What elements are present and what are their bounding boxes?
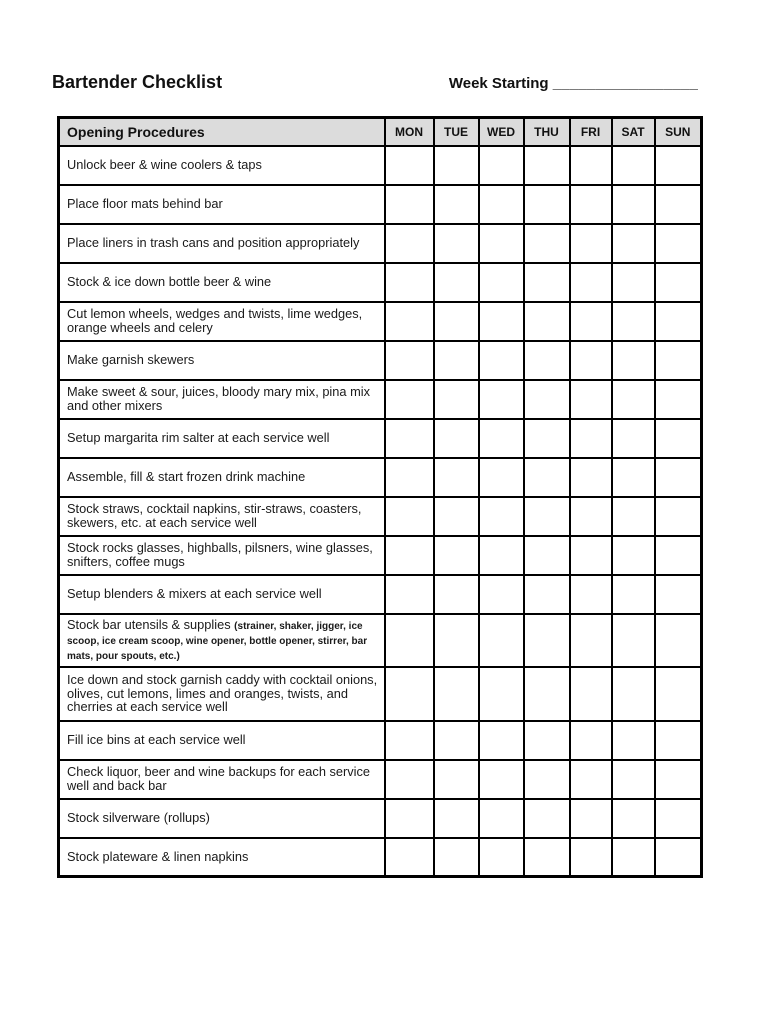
column-header-thu: THU — [524, 118, 570, 146]
task-cell — [59, 667, 385, 721]
task-text: Setup margarita rim salter at each service well — [67, 430, 330, 446]
task-text: Make garnish skewers — [67, 352, 195, 368]
check-cell-thu — [524, 419, 570, 458]
check-cell-mon — [385, 380, 434, 419]
task-cell — [59, 721, 385, 760]
check-cell-sun — [655, 224, 702, 263]
table-row — [59, 575, 702, 614]
check-cell-tue — [434, 302, 479, 341]
table-row — [59, 760, 702, 799]
check-cell-wed — [479, 341, 524, 380]
week-starting-label: Week Starting — [448, 75, 553, 92]
check-cell-mon — [385, 341, 434, 380]
check-cell-thu — [524, 458, 570, 497]
check-cell-tue — [434, 185, 479, 224]
check-cell-fri — [570, 799, 612, 838]
check-cell-tue — [434, 760, 479, 799]
check-cell-wed — [479, 458, 524, 497]
check-cell-sun — [655, 536, 702, 575]
checklist-table — [57, 116, 703, 878]
check-cell-wed — [479, 667, 524, 721]
table-row — [59, 721, 702, 760]
week-starting — [449, 75, 698, 92]
task-cell — [59, 458, 385, 497]
task-cell — [59, 263, 385, 302]
table-row — [59, 667, 702, 721]
task-cell — [59, 614, 385, 667]
table-row — [59, 146, 702, 185]
checklist-body — [59, 146, 702, 877]
check-cell-tue — [434, 458, 479, 497]
check-cell-sun — [655, 575, 702, 614]
task-text: Stock & ice down bottle beer & wine — [67, 274, 272, 290]
check-cell-fri — [570, 224, 612, 263]
task-cell — [59, 419, 385, 458]
table-row — [59, 263, 702, 302]
check-cell-sat — [612, 341, 655, 380]
check-cell-mon — [385, 419, 434, 458]
check-cell-sun — [655, 263, 702, 302]
check-cell-sat — [612, 614, 655, 667]
check-cell-sun — [655, 146, 702, 185]
page-title: Bartender Checklist — [52, 72, 223, 92]
check-cell-sun — [655, 380, 702, 419]
task-text: Stock straws, cocktail napkins, stir-straws, coasters, skewers, etc. at each service well — [67, 501, 362, 530]
task-text: Cut lemon wheels, wedges and twists, lime wedges, orange wheels and celery — [67, 306, 363, 335]
task-cell — [59, 575, 385, 614]
table-row — [59, 799, 702, 838]
task-text: Check liquor, beer and wine backups for each service well and back bar — [67, 764, 371, 793]
check-cell-sun — [655, 721, 702, 760]
check-cell-fri — [570, 760, 612, 799]
check-cell-mon — [385, 614, 434, 667]
check-cell-sat — [612, 302, 655, 341]
column-header-wed: WED — [479, 118, 524, 146]
check-cell-fri — [570, 536, 612, 575]
check-cell-fri — [570, 185, 612, 224]
check-cell-mon — [385, 721, 434, 760]
check-cell-mon — [385, 536, 434, 575]
table-row — [59, 302, 702, 341]
check-cell-thu — [524, 536, 570, 575]
task-cell — [59, 302, 385, 341]
check-cell-wed — [479, 185, 524, 224]
task-text: Setup blenders & mixers at each service well — [67, 586, 322, 602]
check-cell-sun — [655, 760, 702, 799]
check-cell-tue — [434, 614, 479, 667]
table-row — [59, 838, 702, 877]
check-cell-sat — [612, 185, 655, 224]
check-cell-sat — [612, 380, 655, 419]
task-cell — [59, 497, 385, 536]
check-cell-fri — [570, 667, 612, 721]
check-cell-mon — [385, 575, 434, 614]
week-starting-blank-line: _________________ — [552, 75, 698, 92]
check-cell-sat — [612, 497, 655, 536]
check-cell-sat — [612, 263, 655, 302]
check-cell-sun — [655, 614, 702, 667]
task-detail-text: (strainer, shaker, jigger, ice scoop, ice cream scoop, wine opener, bottle opener, stirrer, bar mats, pour spouts, etc.) — [67, 620, 368, 662]
check-cell-mon — [385, 760, 434, 799]
check-cell-sun — [655, 341, 702, 380]
check-cell-tue — [434, 838, 479, 877]
check-cell-fri — [570, 614, 612, 667]
check-cell-tue — [434, 380, 479, 419]
check-cell-fri — [570, 341, 612, 380]
check-cell-mon — [385, 146, 434, 185]
check-cell-fri — [570, 302, 612, 341]
check-cell-tue — [434, 224, 479, 263]
task-text: Ice down and stock garnish caddy with cocktail onions, olives, cut lemons, limes and oranges, twists, and cherries at each service well — [67, 672, 378, 715]
check-cell-thu — [524, 380, 570, 419]
task-text: Fill ice bins at each service well — [67, 732, 246, 748]
check-cell-thu — [524, 341, 570, 380]
check-cell-thu — [524, 263, 570, 302]
task-text: Place liners in trash cans and position appropriately — [67, 235, 360, 251]
table-row — [59, 536, 702, 575]
check-cell-wed — [479, 263, 524, 302]
check-cell-fri — [570, 575, 612, 614]
check-cell-thu — [524, 497, 570, 536]
check-cell-fri — [570, 458, 612, 497]
task-text: Stock bar utensils & supplies — [67, 616, 231, 632]
check-cell-sat — [612, 799, 655, 838]
check-cell-fri — [570, 146, 612, 185]
check-cell-sat — [612, 838, 655, 877]
check-cell-thu — [524, 614, 570, 667]
check-cell-sun — [655, 838, 702, 877]
table-row — [59, 185, 702, 224]
check-cell-mon — [385, 497, 434, 536]
task-text: Stock rocks glasses, highballs, pilsners, wine glasses, snifters, coffee mugs — [67, 540, 373, 569]
check-cell-tue — [434, 419, 479, 458]
table-row — [59, 419, 702, 458]
task-cell — [59, 146, 385, 185]
column-header-sat: SAT — [612, 118, 655, 146]
table-row — [59, 380, 702, 419]
check-cell-wed — [479, 838, 524, 877]
check-cell-wed — [479, 614, 524, 667]
task-text: Make sweet & sour, juices, bloody mary mix, pina mix and other mixers — [67, 384, 370, 413]
column-header-fri: FRI — [570, 118, 612, 146]
check-cell-thu — [524, 838, 570, 877]
check-cell-wed — [479, 760, 524, 799]
check-cell-sat — [612, 760, 655, 799]
check-cell-fri — [570, 838, 612, 877]
check-cell-mon — [385, 185, 434, 224]
table-row — [59, 458, 702, 497]
header-row — [59, 118, 702, 146]
task-cell — [59, 380, 385, 419]
check-cell-sat — [612, 575, 655, 614]
check-cell-wed — [479, 721, 524, 760]
check-cell-sun — [655, 185, 702, 224]
task-text: Stock silverware (rollups) — [67, 810, 210, 826]
check-cell-fri — [570, 419, 612, 458]
check-cell-sun — [655, 667, 702, 721]
check-cell-tue — [434, 497, 479, 536]
check-cell-thu — [524, 146, 570, 185]
check-cell-tue — [434, 721, 479, 760]
check-cell-fri — [570, 721, 612, 760]
task-cell — [59, 760, 385, 799]
check-cell-thu — [524, 224, 570, 263]
column-header-mon: MON — [385, 118, 434, 146]
task-cell — [59, 185, 385, 224]
check-cell-wed — [479, 799, 524, 838]
task-text: Unlock beer & wine coolers & taps — [67, 157, 262, 173]
table-row — [59, 341, 702, 380]
task-cell — [59, 536, 385, 575]
column-header-sun: SUN — [655, 118, 702, 146]
check-cell-sat — [612, 721, 655, 760]
check-cell-thu — [524, 799, 570, 838]
check-cell-thu — [524, 185, 570, 224]
check-cell-sun — [655, 458, 702, 497]
check-cell-mon — [385, 667, 434, 721]
check-cell-fri — [570, 263, 612, 302]
check-cell-sat — [612, 224, 655, 263]
check-cell-sun — [655, 302, 702, 341]
check-cell-sat — [612, 667, 655, 721]
check-cell-thu — [524, 760, 570, 799]
task-cell — [59, 341, 385, 380]
check-cell-thu — [524, 721, 570, 760]
check-cell-sun — [655, 419, 702, 458]
check-cell-tue — [434, 575, 479, 614]
task-text: Place floor mats behind bar — [67, 196, 223, 212]
check-cell-tue — [434, 667, 479, 721]
check-cell-wed — [479, 380, 524, 419]
check-cell-mon — [385, 458, 434, 497]
check-cell-wed — [479, 146, 524, 185]
check-cell-sun — [655, 799, 702, 838]
check-cell-wed — [479, 575, 524, 614]
table-row — [59, 497, 702, 536]
check-cell-sat — [612, 419, 655, 458]
check-cell-sun — [655, 497, 702, 536]
check-cell-sat — [612, 536, 655, 575]
check-cell-thu — [524, 667, 570, 721]
check-cell-tue — [434, 799, 479, 838]
task-cell — [59, 799, 385, 838]
column-header-procedures: Opening Procedures — [59, 118, 385, 146]
check-cell-wed — [479, 497, 524, 536]
task-text: Stock plateware & linen napkins — [67, 848, 249, 864]
document-header — [52, 72, 698, 93]
task-cell — [59, 224, 385, 263]
check-cell-tue — [434, 263, 479, 302]
task-cell — [59, 838, 385, 877]
check-cell-wed — [479, 224, 524, 263]
check-cell-wed — [479, 302, 524, 341]
check-cell-fri — [570, 497, 612, 536]
check-cell-wed — [479, 536, 524, 575]
check-cell-mon — [385, 838, 434, 877]
table-row — [59, 224, 702, 263]
check-cell-tue — [434, 536, 479, 575]
check-cell-mon — [385, 224, 434, 263]
check-cell-tue — [434, 146, 479, 185]
check-cell-mon — [385, 263, 434, 302]
column-header-tue: TUE — [434, 118, 479, 146]
check-cell-tue — [434, 341, 479, 380]
check-cell-thu — [524, 575, 570, 614]
table-row — [59, 614, 702, 667]
check-cell-fri — [570, 380, 612, 419]
task-text: Assemble, fill & start frozen drink machine — [67, 469, 306, 485]
check-cell-sat — [612, 146, 655, 185]
check-cell-mon — [385, 302, 434, 341]
check-cell-wed — [479, 419, 524, 458]
check-cell-mon — [385, 799, 434, 838]
check-cell-sat — [612, 458, 655, 497]
check-cell-thu — [524, 302, 570, 341]
